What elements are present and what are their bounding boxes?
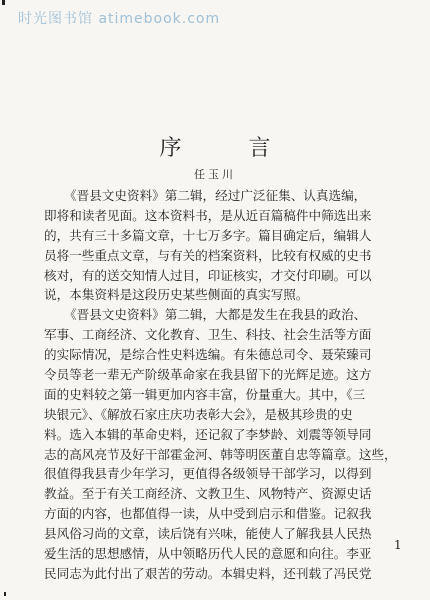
text-line: 《晋县文史资料》第二辑，大都是发生在我县的政治、	[64, 307, 367, 323]
text-line: 爱生活的思想感情，从中领略历代人民的意愿和向往。李亚	[44, 546, 372, 562]
text-line: 核对，有的送交知情人过目，印证核实，才交付印刷。可以	[44, 267, 372, 283]
text-line: 面的史料较之第一辑更加内容丰富，份量重大。其中，《三	[44, 386, 366, 402]
text-line: 即将和读者见面。这本资料书，是从近百篇稿件中筛选出来	[44, 207, 372, 223]
text-line: 教益。至于有关工商经济、文教卫生、风物特产、资源史话	[44, 486, 372, 502]
text-line: 方面的内容，也都值得一读，从中受到启示和借鉴。记叙我	[44, 506, 372, 522]
text-line: 说，本集资料是这段历史某些侧面的真实写照。	[44, 287, 309, 303]
text-line: 块银元》、《解放石家庄庆功表彰大会》，是极其珍贵的史	[44, 406, 353, 422]
text-line: 志的高风亮节及好干部霍金河、韩等明医董自忠等篇章。这些，	[44, 446, 397, 462]
body-text	[44, 186, 426, 584]
text-line: 军事、工商经济、文化教育、卫生、科技、社会生活等方面	[44, 327, 372, 343]
text-line: 的，共有三十多篇文章，十七万多字。篇目确定后，编辑人	[44, 227, 372, 243]
text-line: 料。选入本辑的革命史料，还记叙了李梦龄、刘震等领导同	[44, 426, 372, 442]
page-number: 1	[394, 538, 402, 552]
text-line: 民同志为此付出了艰苦的劳动。本辑史料，还刊载了冯民党	[44, 565, 372, 581]
text-line: 很值得我县青少年学习，更值得各级领导干部学习，以得到	[44, 466, 372, 482]
text-line: 《晋县文史资料》第二辑，经过广泛征集、认真选编，	[64, 188, 367, 203]
text-line: 令员等老一辈无产阶级革命家在我县留下的光辉足迹。这方	[44, 367, 372, 383]
text-line: 员将一些重点文章，与有关的档案资料，比较有权威的史书	[44, 247, 372, 263]
scan-mark-bottom-left	[4, 592, 6, 596]
author-name: 任玉川	[194, 168, 236, 181]
watermark-text: 时光图书馆 atimebook.com	[18, 11, 221, 27]
text-line: 的实际情况，是综合性史料选编。有朱德总司令、聂荣臻司	[44, 347, 372, 363]
page-title: 序 言	[159, 135, 301, 161]
text-line: 县风俗习尚的文章，读后饶有兴味，能使人了解我县人民热	[44, 526, 372, 542]
scan-mark-top-left	[2, 0, 5, 5]
